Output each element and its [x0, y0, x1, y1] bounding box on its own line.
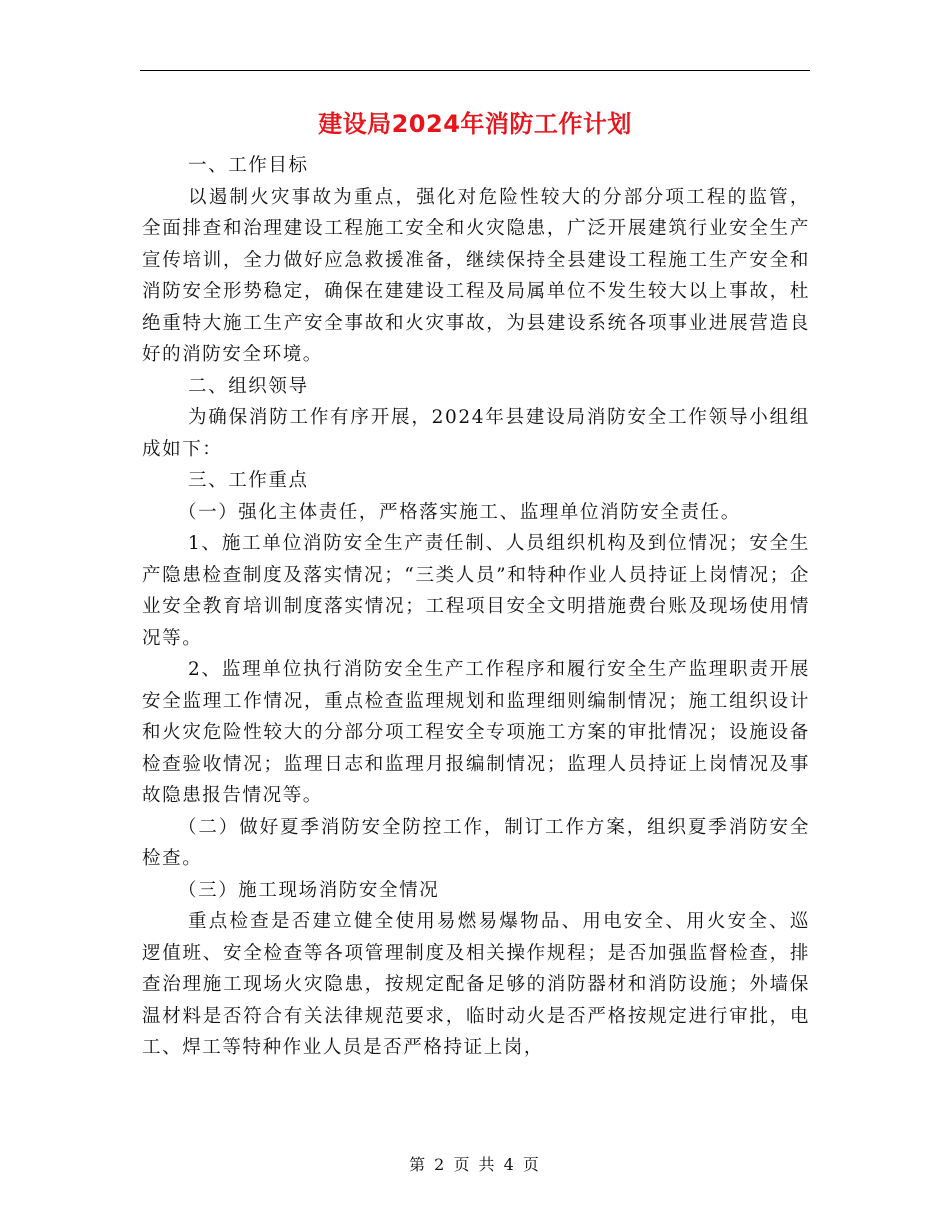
document-title: 建设局2024年消防工作计划 [318, 110, 632, 138]
subheading-responsibility: （一）强化主体责任，严格落实施工、监理单位消防安全责任。 [178, 501, 741, 523]
paragraph-goals: 以遏制火灾事故为重点，强化对危险性较大的分部分项工程的监管，全面排查和治理建设工程施工安全和火灾隐患，广泛开展建筑行业安全生产宣传培训，全力做好应急救援准备，继续保持全县建设工程施工生产安全和消防安全形势稳定，确保在建建设工程及局属单位不发生较大以上事故，杜绝重特大施工生产安全事故和火灾事故，为县建设系统各项事业进展营造良好的消防安全环境。 [142, 186, 810, 365]
document-body [142, 150, 810, 1064]
paragraph-supervision-units: 2、监理单位执行消防安全生产工作程序和履行安全生产监理职责开展安全监理工作情况，重点检查监理规划和监理细则编制情况；施工组织设计和火灾危险性较大的分部分项工程安全专项施工方案的审批情况；设施设备检查验收情况；监理日志和监理月报编制情况；监理人员持证上岗情况及事故隐患报告情况等。 [142, 659, 810, 806]
section-heading-focus: 三、工作重点 [188, 470, 309, 491]
paragraph-construction-units: 1、施工单位消防安全生产责任制、人员组织机构及到位情况；安全生产隐患检查制度及落实情况；“三类人员”和特种作业人员持证上岗情况；企业安全教育培训制度落实情况；工程项目安全文明措施费台账及现场使用情况等。 [142, 533, 810, 649]
section-heading-organization: 二、组织领导 [188, 375, 309, 397]
header-rule [140, 70, 810, 71]
paragraph-organization: 为确保消防工作有序开展，2024年县建设局消防安全工作领导小组组成如下： [142, 407, 810, 460]
section-heading-goals: 一、工作目标 [188, 155, 309, 176]
paragraph-site-inspection: 重点检查是否建立健全使用易燃易爆物品、用电安全、用火安全、巡逻值班、安全检查等各项管理制度及相关操作规程；是否加强监督检查，排查治理施工现场火灾隐患，按规定配备足够的消防器材和消防设施；外墙保温材料是否符合有关法律规范要求，临时动火是否严格按规定进行审批，电工、焊工等特种作业人员是否严格持证上岗， [142, 911, 810, 1058]
subheading-summer-prevention: （二）做好夏季消防安全防控工作，制订工作方案，组织夏季消防安全检查。 [142, 816, 810, 869]
subheading-site-safety: （三）施工现场消防安全情况 [178, 879, 440, 901]
page-number-footer: 第 2 页 共 4 页 [409, 1155, 541, 1174]
